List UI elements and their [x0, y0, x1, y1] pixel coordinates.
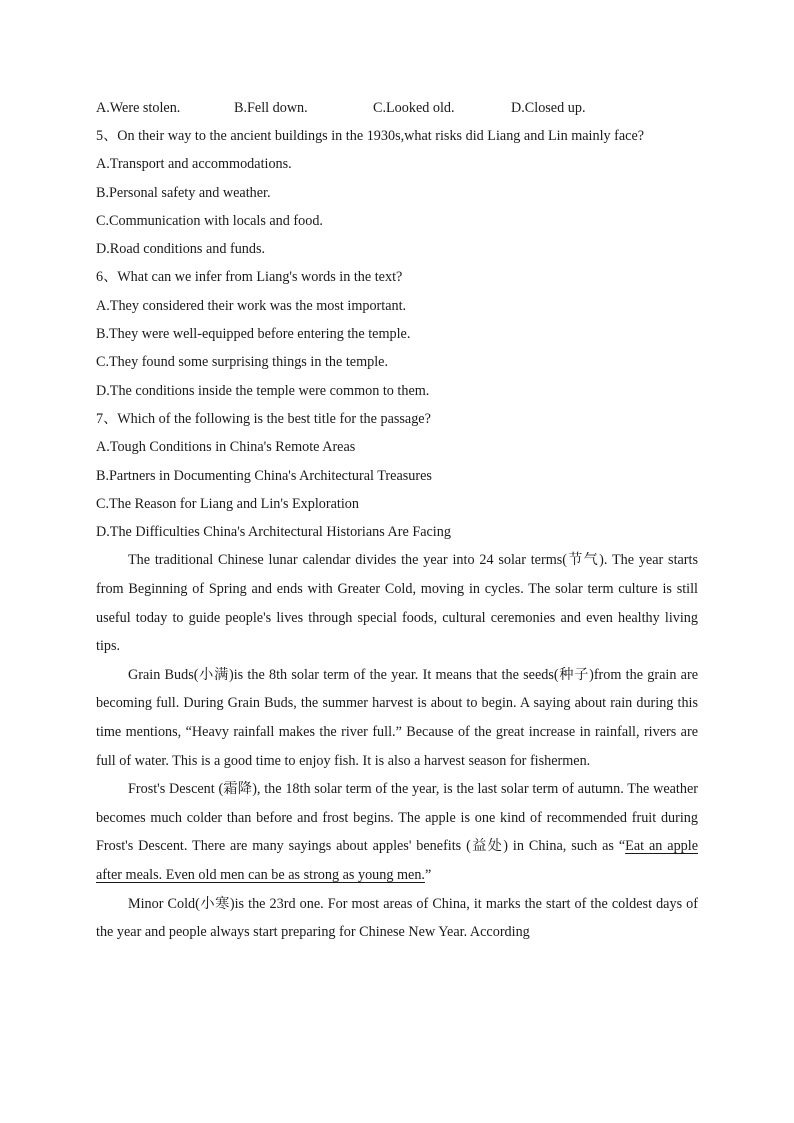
question-7-option-c: C.The Reason for Liang and Lin's Exploration [96, 495, 359, 512]
option-a: A.Were stolen. [96, 100, 181, 116]
option-c: C.Looked old. [373, 100, 455, 116]
question-5-option-b: B.Personal safety and weather. [96, 184, 271, 201]
question-5-option-c: C.Communication with locals and food. [96, 212, 323, 229]
question-6-option-c: C.They found some surprising things in the temple. [96, 354, 388, 371]
question-7-option-a: A.Tough Conditions in China's Remote Areas [96, 439, 356, 456]
underlined-saying: Eat an apple after meals. Even old men can be as strong as young men. [96, 838, 698, 883]
question-7-stem: 7、Which of the following is the best title for the passage? [96, 410, 431, 427]
document-page [96, 94, 698, 947]
question-6-stem: 6、What can we infer from Liang's words in the text? [96, 269, 403, 286]
question-5-option-d: D.Road conditions and funds. [96, 241, 266, 258]
question-6-option-b: B.They were well-equipped before entering the temple. [96, 326, 411, 343]
question-5-option-a: A.Transport and accommodations. [96, 156, 292, 173]
passage-paragraph-4: Minor Cold(小寒)is the 23rd one. For most areas of China, it marks the start of the coldest days of the year and people always start preparing for Chinese New Year. According [96, 895, 698, 941]
passage-paragraph-2: Grain Buds(小满)is the 8th solar term of the year. It means that the seeds(种子)from the grain are becoming full. During Grain Buds, the summer harvest is about to begin. A saying about rain during this time mentions, “Heavy rainfall makes the river full.” Because of the great increase in rainfall, rivers are full of water. This is a good time to enjoy fish. It is also a harvest season for fishermen. [96, 666, 698, 769]
question-7-option-d: D.The Difficulties China's Architectural Historians Are Facing [96, 524, 451, 541]
passage-paragraph-3 [96, 775, 698, 889]
question-5-stem: 5、On their way to the ancient buildings in the 1930s,what risks did Liang and Lin mainly face? [96, 128, 645, 144]
passage-paragraph-1: The traditional Chinese lunar calendar divides the year into 24 solar terms(节气). The year starts from Beginning of Spring and ends with Greater Cold, moving in cycles. The solar term culture is still useful today to guide people's lives through special foods, cultural ceremonies and even healthy living tips. [96, 552, 698, 655]
question-6-option-a: A.They considered their work was the most important. [96, 297, 407, 314]
option-b: B.Fell down. [234, 100, 308, 116]
question-6-option-d: D.The conditions inside the temple were common to them. [96, 382, 430, 399]
paragraph-3-closing-quote: ” [424, 866, 432, 883]
question-7-option-b: B.Partners in Documenting China's Architectural Treasures [96, 467, 432, 484]
question-4-options [96, 94, 698, 122]
paragraph-3-text: Frost's Descent (霜降), the 18th solar term of the year, is the last solar term of autumn. The weather becomes much colder than before and frost begins. The apple is one kind of recommended fruit during Frost's Descent. There are many sayings about apples' benefits (益处) in China, such as “ [96, 781, 698, 855]
option-d: D.Closed up. [511, 100, 586, 116]
